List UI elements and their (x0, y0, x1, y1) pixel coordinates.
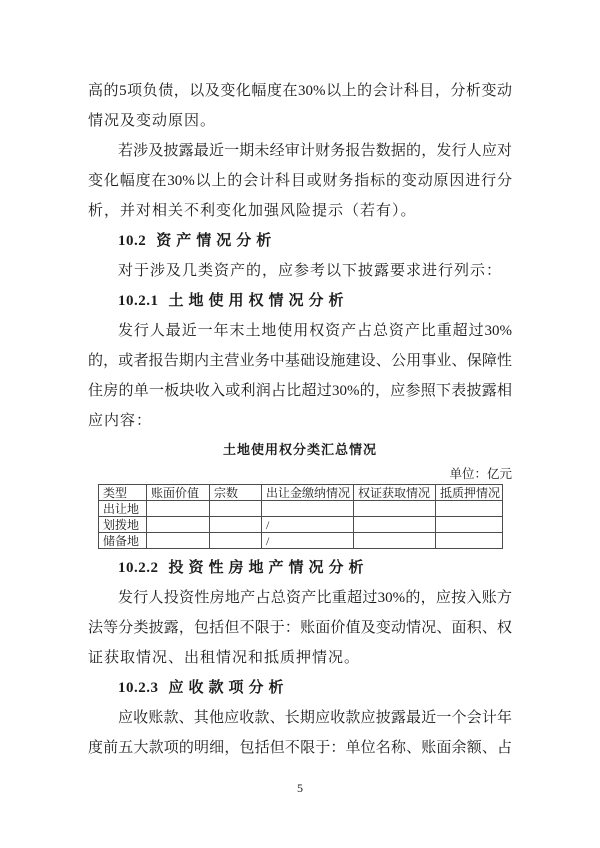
table-cell (354, 517, 436, 533)
section-heading-10-2-2 (88, 553, 512, 583)
text-line: 高的5项负债，以及变化幅度在30%以上的会计科目，分析变动 (88, 83, 512, 99)
table-row (99, 517, 503, 533)
table-cell (147, 533, 210, 549)
section-heading-10-2 (88, 226, 512, 256)
text-line: 变化幅度在30%以上的会计科目或财务指标的变动原因进行分 (88, 173, 512, 189)
table-cell: 出让地 (99, 501, 147, 517)
table-header-cell: 权证获取情况 (354, 485, 436, 501)
table-cell (436, 533, 503, 549)
table-header-cell: 抵质押情况 (436, 485, 503, 501)
table-header-cell: 类型 (99, 485, 147, 501)
table-cell (436, 517, 503, 533)
table-cell (147, 501, 210, 517)
land-use-rights-table (98, 484, 503, 549)
section-title: 应收款项分析 (168, 680, 289, 696)
section-heading-10-2-1 (88, 286, 512, 316)
section-title: 土地使用权情况分析 (168, 293, 349, 309)
table-cell: 划拨地 (99, 517, 147, 533)
section-number: 10.2.1 (118, 293, 159, 309)
section-heading-10-2-3 (88, 673, 512, 703)
section-number: 10.2.3 (118, 680, 159, 696)
text-line: 应收账款、其他应收款、长期应收款应披露最近一个会计年 (118, 710, 512, 726)
table-header-row (99, 485, 503, 501)
table-cell (210, 501, 262, 517)
section-title: 资产情况分析 (156, 233, 277, 249)
text-line: 法等分类披露，包括但不限于：账面价值及变动情况、面积、权 (88, 620, 512, 636)
table-cell (354, 501, 436, 517)
table-cell (210, 533, 262, 549)
table-title: 土地使用权分类汇总情况 (222, 442, 377, 457)
table-cell: / (262, 517, 354, 533)
text-line: 发行人投资性房地产占总资产比重超过30%的，应按入账方 (118, 590, 512, 606)
text-line: 住房的单一板块收入或利润占比超过30%的，应参照下表披露相 (88, 383, 512, 399)
text-line: 发行人最近一年末土地使用权资产占总资产比重超过30% (118, 323, 512, 339)
section-number: 10.2 (118, 233, 147, 249)
paragraph-continuation (88, 76, 512, 136)
table-row (99, 533, 503, 549)
paragraph (88, 703, 512, 763)
table-cell: / (262, 533, 354, 549)
paragraph (88, 256, 512, 286)
table-cell: 储备地 (99, 533, 147, 549)
table-cell (147, 517, 210, 533)
text-line: 析，并对相关不利变化加强风险提示（若有）。 (88, 203, 417, 219)
text-line: 对于涉及几类资产的，应参考以下披露要求进行列示： (118, 263, 503, 279)
text-line: 度前五大款项的明细，包括但不限于：单位名称、账面余额、占 (88, 740, 512, 756)
table-row (99, 501, 503, 517)
table-header-cell: 宗数 (210, 485, 262, 501)
table-cell (262, 501, 354, 517)
text-line: 应内容： (88, 413, 153, 429)
page-number: 5 (297, 781, 303, 795)
section-number: 10.2.2 (118, 560, 159, 576)
table-cell (436, 501, 503, 517)
text-line: 情况及变动原因。 (88, 113, 217, 129)
table-cell (354, 533, 436, 549)
section-title: 投资性房地产情况分析 (168, 560, 369, 576)
text-line: 的，或者报告期内主营业务中基础设施建设、公用事业、保障性 (88, 353, 512, 369)
table-header-cell: 账面价值 (147, 485, 210, 501)
table-header-cell: 出让金缴纳情况 (262, 485, 354, 501)
text-line: 证获取情况、出租情况和抵质押情况。 (88, 650, 361, 666)
paragraph (88, 583, 512, 673)
table-unit-label: 单位：亿元 (449, 467, 512, 481)
paragraph (88, 316, 512, 436)
text-line: 若涉及披露最近一期未经审计财务报告数据的，发行人应对 (118, 143, 512, 159)
paragraph (88, 136, 512, 226)
table-cell (210, 517, 262, 533)
